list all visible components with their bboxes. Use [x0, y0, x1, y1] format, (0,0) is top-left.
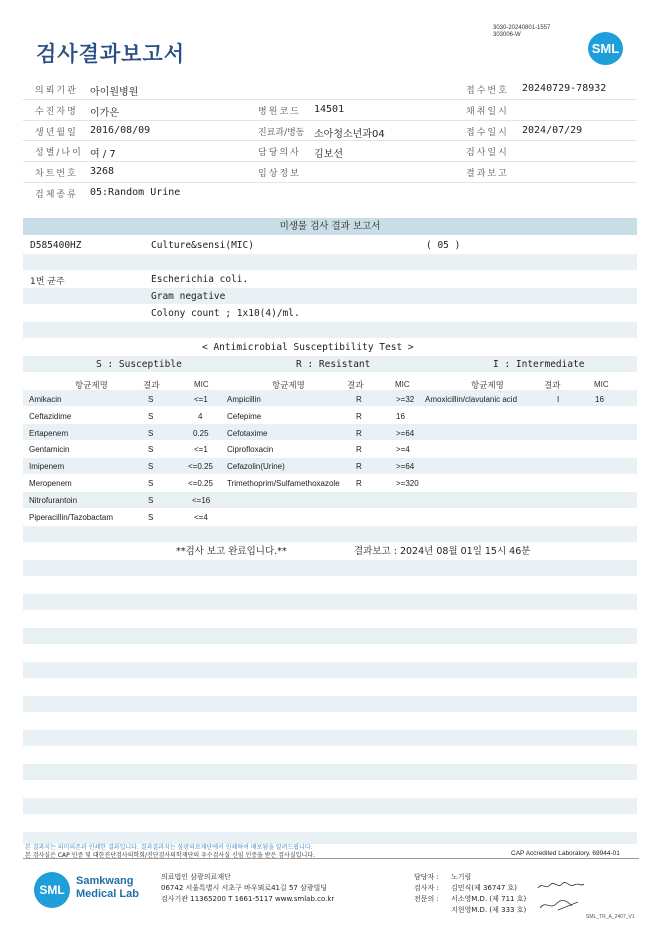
drug-name: Meropenem [29, 479, 72, 488]
drug-name: Amikacin [29, 395, 62, 404]
drug-mic: <=0.25 [188, 479, 213, 488]
document-code-line: 303006-W [493, 32, 521, 38]
drug-result: S [148, 412, 154, 421]
document-code [493, 25, 550, 39]
drug-mic: <=0.25 [188, 462, 213, 471]
info-value: 소아청소년과04 [314, 128, 385, 140]
info-value: 14501 [314, 103, 345, 115]
drug-name: Ciprofloxacin [227, 445, 274, 454]
drug-mic: <=16 [192, 496, 211, 505]
info-label: 수진자명 [35, 106, 78, 117]
drug-mic: >=320 [396, 479, 419, 488]
drug-name: Piperacillin/Tazobactam [29, 513, 114, 522]
column-header-result: 결과 [347, 381, 364, 391]
info-value: 2024/07/29 [522, 124, 583, 136]
test-code: D585400HZ [30, 240, 82, 251]
drug-result: I [557, 395, 560, 404]
info-label: 담당의사 [258, 148, 301, 159]
drug-name: Cefotaxime [227, 429, 268, 438]
info-row [23, 183, 637, 204]
document-code-line: 3030-20240801-1557 [493, 25, 551, 31]
info-label: 의뢰기관 [35, 86, 78, 96]
organism-line: Colony count ; 1x10(4)/ml. [151, 308, 300, 319]
staff-name: 서소영M.D. (제 711 호) [451, 895, 527, 903]
column-header-mic: MIC [194, 380, 209, 389]
info-label: 검사일시 [466, 148, 509, 159]
drug-result: R [356, 395, 362, 404]
staff-name: 노기림 [451, 873, 472, 881]
drug-name: Nitrofurantoin [29, 496, 78, 505]
drug-result: S [148, 513, 154, 522]
info-row [23, 79, 637, 100]
drug-result: R [356, 479, 362, 488]
drug-result: S [148, 429, 154, 438]
stripe-row [23, 254, 637, 270]
signature-image [538, 896, 580, 914]
info-label: 진료과/병동 [258, 127, 305, 138]
info-label: 병원코드 [258, 106, 301, 117]
organism-label: 1번 균주 [30, 277, 65, 287]
footer-note-print: 본 결과지는 의미의존과 인쇄한 결과입니다. 결과결과지는 삼광의료재단에서 인쇄하여 배포됨을 알려드립니다. [25, 844, 313, 851]
staff-role: 전문의 : [414, 895, 439, 903]
drug-result: S [148, 445, 154, 454]
drug-name: Amoxicillin/clavulanic acid [425, 395, 518, 404]
drug-mic: <=1 [194, 395, 208, 404]
logo-name-line: Medical Lab [76, 888, 139, 900]
stripe-row [23, 764, 637, 780]
report-timestamp: 결과보고 : 2024년 08월 01일 15시 46분 [354, 546, 531, 557]
footer-note-certification: 본 검사실은 CAP 인증 및 대한진단검사의학회/진단검사의학재단의 우수검사실 신임 인증을 받은 검사실입니다. [25, 852, 315, 859]
drug-mic: >=64 [396, 429, 415, 438]
legend-intermediate: I : Intermediate [493, 359, 585, 370]
drug-name: Cefepime [227, 412, 262, 421]
org-contact: 검사기관 11365200 T 1661-5117 www.smlab.co.kr [161, 895, 335, 903]
stripe-row [23, 560, 637, 576]
info-value: 이가은 [90, 107, 119, 119]
stripe-row [23, 696, 637, 712]
drug-result: R [356, 445, 362, 454]
staff-name: 지현영M.D. (제 333 호) [451, 906, 527, 914]
sml-logo: SML [588, 32, 623, 65]
drug-result: R [356, 462, 362, 471]
org-name: 의료법인 삼광의료재단 [161, 873, 231, 881]
test-number: ( 05 ) [426, 240, 461, 251]
drug-mic: 4 [198, 412, 203, 421]
drug-result: S [148, 496, 154, 505]
info-value: 아이원병원 [90, 87, 139, 98]
legend-resistant: R : Resistant [296, 359, 371, 370]
stripe-row [23, 424, 637, 440]
org-address: 06742 서울특별시 서초구 바우뫼로41길 57 삼광빌딩 [161, 884, 328, 892]
stripe-row [23, 526, 637, 542]
report-section-header: 미생물 검사 결과 보고서 [23, 218, 637, 235]
drug-mic: <=1 [194, 445, 208, 454]
info-row [23, 121, 637, 142]
drug-name: Ampicillin [227, 395, 261, 404]
drug-name: Ertapenem [29, 429, 69, 438]
info-label: 채취일시 [466, 106, 509, 117]
footer-divider [23, 858, 639, 859]
drug-mic: 16 [396, 412, 405, 421]
patient-info-table [23, 79, 637, 204]
stripe-row [23, 594, 637, 610]
drug-name: Gentamicin [29, 445, 70, 454]
column-header-drug: 항균제명 [272, 381, 305, 391]
info-value: 05:Random Urine [90, 186, 181, 198]
legend-susceptible: S : Susceptible [96, 359, 182, 370]
stripe-row [23, 458, 637, 474]
info-value: 3268 [90, 166, 115, 178]
drug-result: S [148, 395, 154, 404]
sml-logo-circle: SML [34, 872, 70, 908]
cap-accreditation: CAP Accredited Laboratory. 69944-01 [511, 850, 620, 857]
info-label: 접수번호 [466, 86, 509, 96]
stripe-row [23, 390, 637, 406]
drug-mic: 0.25 [193, 429, 209, 438]
drug-mic: >=4 [396, 445, 410, 454]
drug-name: Cefazolin(Urine) [227, 462, 285, 471]
drug-name: Trimethoprim/Sulfamethoxazole [227, 479, 340, 488]
info-row [23, 162, 637, 183]
drug-result: R [356, 412, 362, 421]
column-header-result: 결과 [143, 381, 160, 391]
signature-image [536, 880, 586, 892]
drug-mic: >=32 [396, 395, 415, 404]
info-value: 2016/08/09 [90, 124, 151, 136]
staff-role: 담당자 : [414, 873, 439, 881]
column-header-drug: 항균제명 [75, 381, 108, 391]
info-row [23, 141, 637, 162]
column-header-mic: MIC [594, 380, 609, 389]
info-value: 여 / 7 [90, 149, 116, 161]
info-label: 차트번호 [35, 169, 78, 180]
info-label: 임상정보 [258, 169, 301, 180]
stripe-row [23, 798, 637, 814]
stripe-row [23, 492, 637, 508]
info-label: 검체종류 [35, 189, 78, 200]
stripe-row [23, 628, 637, 644]
info-value: 김보선 [314, 149, 343, 161]
drug-mic: <=4 [194, 513, 208, 522]
info-label: 성별/나이 [35, 148, 83, 159]
column-header-result: 결과 [544, 381, 561, 391]
organism-line: Gram negative [151, 291, 226, 302]
organism-line: Escherichia coli. [151, 274, 249, 285]
drug-mic: 16 [595, 395, 604, 404]
drug-result: R [356, 429, 362, 438]
column-header-mic: MIC [395, 380, 410, 389]
form-code: SML_TR_A_2407_V1 [586, 914, 635, 920]
info-label: 접수일시 [466, 127, 509, 138]
info-label: 생년월일 [35, 127, 78, 138]
drug-result: S [148, 479, 154, 488]
drug-mic: >=64 [396, 462, 415, 471]
stripe-row [23, 288, 637, 304]
info-value: 20240729-78932 [522, 83, 607, 94]
drug-name: Ceftazidime [29, 412, 72, 421]
test-name: Culture&sensi(MIC) [151, 240, 254, 251]
drug-name: Imipenem [29, 462, 65, 471]
logo-name [76, 875, 139, 901]
stripe-row [23, 322, 637, 338]
drug-result: S [148, 462, 154, 471]
ast-title: < Antimicrobial Susceptibility Test > [202, 342, 414, 353]
stripe-row [23, 730, 637, 746]
report-complete-message: **검사 보고 완료입니다.** [176, 546, 287, 557]
stripe-row [23, 662, 637, 678]
info-label: 결과보고 [466, 169, 509, 180]
page-title: 검사결과보고서 [36, 42, 186, 66]
column-header-drug: 항균제명 [471, 381, 504, 391]
staff-name: 김민식(제 36747 호) [451, 884, 517, 892]
staff-role: 검사자 : [414, 884, 439, 892]
logo-name-line: Samkwang [76, 875, 134, 887]
info-row [23, 100, 637, 121]
